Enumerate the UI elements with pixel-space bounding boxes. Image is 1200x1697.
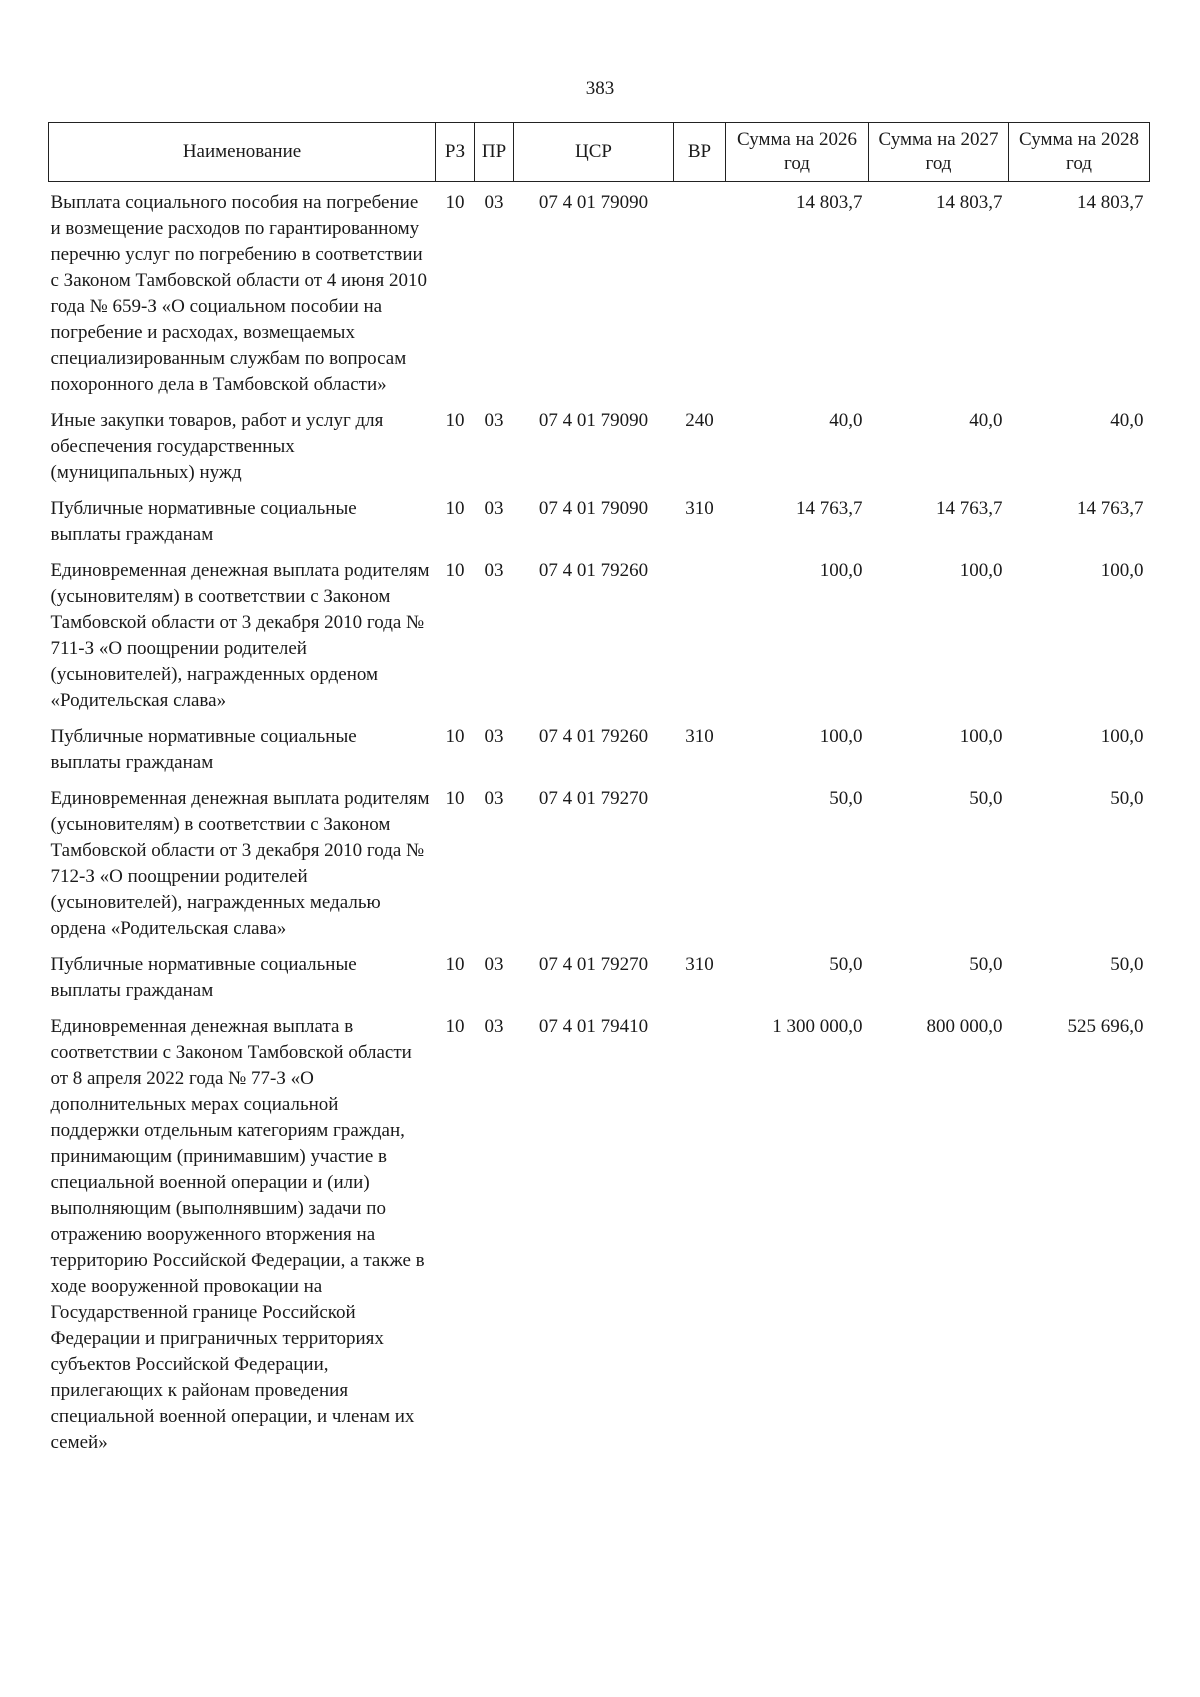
cell-vr: 240	[685, 410, 714, 431]
cell-name: Публичные нормативные социальные выплаты гражданам	[50, 954, 357, 1001]
table-row	[49, 778, 1150, 944]
header-sum-2027: Сумма на 2027 год	[869, 123, 1009, 182]
cell-rz: 10	[445, 788, 465, 809]
cell-csr: 07 4 01 79270	[538, 788, 649, 809]
cell-sum-2026: 1 300 000,0	[772, 1016, 863, 1037]
cell-sum-2027: 40,0	[969, 410, 1003, 431]
cell-sum-2027: 50,0	[969, 788, 1003, 809]
header-csr: ЦСР	[514, 123, 674, 182]
cell-pr: 03	[484, 192, 504, 213]
cell-name: Выплата социального пособия на погребение и возмещение расходов по гарантированному перечню услуг по погребению в соответствии с Законом Тамбовской области от 4 июня 2010 года № 659-З «О социальном пособии на погребение и расходах, возмещаемых специализированным службам по вопросам похоронного дела в Тамбовской области»	[50, 192, 428, 395]
cell-sum-2028: 40,0	[1110, 410, 1144, 431]
cell-sum-2026: 14 763,7	[796, 498, 863, 519]
table-row	[49, 182, 1150, 401]
table-body	[49, 182, 1150, 1459]
cell-sum-2027: 14 763,7	[936, 498, 1003, 519]
cell-vr	[674, 550, 726, 716]
cell-sum-2026: 50,0	[829, 954, 863, 975]
cell-sum-2028: 50,0	[1110, 954, 1144, 975]
header-pr: ПР	[475, 123, 514, 182]
budget-table	[48, 122, 1150, 1458]
header-sum-2026: Сумма на 2026 год	[726, 123, 869, 182]
cell-vr: 310	[685, 498, 714, 519]
cell-pr: 03	[484, 954, 504, 975]
cell-sum-2027: 100,0	[959, 726, 1003, 747]
cell-vr	[674, 778, 726, 944]
cell-pr: 03	[484, 410, 504, 431]
cell-sum-2028: 14 803,7	[1077, 192, 1144, 213]
table-row	[49, 550, 1150, 716]
header-vr: ВР	[674, 123, 726, 182]
cell-rz: 10	[445, 410, 465, 431]
cell-sum-2026: 100,0	[819, 726, 863, 747]
cell-name: Единовременная денежная выплата родителям (усыновителям) в соответствии с Законом Тамбовской области от 3 декабря 2010 года № 712-З «О поощрении родителей (усыновителей), награжденных медалью ордена «Родительская слава»	[50, 788, 430, 939]
cell-csr: 07 4 01 79260	[538, 726, 649, 747]
cell-sum-2028: 100,0	[1100, 560, 1144, 581]
cell-sum-2026: 40,0	[829, 410, 863, 431]
cell-sum-2027: 14 803,7	[936, 192, 1003, 213]
cell-name: Иные закупки товаров, работ и услуг для обеспечения государственных (муниципальных) нужд	[50, 410, 384, 483]
cell-vr: 310	[685, 954, 714, 975]
cell-name: Публичные нормативные социальные выплаты гражданам	[50, 726, 357, 773]
cell-rz: 10	[445, 498, 465, 519]
header-rz: РЗ	[436, 123, 475, 182]
table-header	[49, 123, 1150, 182]
cell-csr: 07 4 01 79090	[538, 192, 649, 213]
cell-csr: 07 4 01 79260	[538, 560, 649, 581]
cell-pr: 03	[484, 560, 504, 581]
cell-rz: 10	[445, 560, 465, 581]
table-row	[49, 400, 1150, 488]
cell-csr: 07 4 01 79090	[538, 498, 649, 519]
cell-rz: 10	[445, 726, 465, 747]
table-row	[49, 1006, 1150, 1458]
cell-rz: 10	[445, 192, 465, 213]
cell-name: Единовременная денежная выплата родителям (усыновителям) в соответствии с Законом Тамбовской области от 3 декабря 2010 года № 711-З «О поощрении родителей (усыновителей), награжденных орденом «Родительская слава»	[50, 560, 430, 711]
cell-csr: 07 4 01 79090	[538, 410, 649, 431]
cell-sum-2028: 50,0	[1110, 788, 1144, 809]
table-row	[49, 716, 1150, 778]
cell-pr: 03	[484, 1016, 504, 1037]
cell-sum-2027: 50,0	[969, 954, 1003, 975]
table-row	[49, 488, 1150, 550]
page-number: 383	[585, 78, 615, 99]
cell-sum-2026: 100,0	[819, 560, 863, 581]
header-name: Наименование	[49, 123, 436, 182]
header-sum-2028: Сумма на 2028 год	[1009, 123, 1150, 182]
cell-name: Единовременная денежная выплата в соответствии с Законом Тамбовской области от 8 апреля 2022 года № 77-З «О дополнительных мерах социальной поддержки отдельным категориям граждан, принимающим (принимавшим) участие в специальной военной операции и (или) выполняющим (выполнявшим) задачи по отражению вооруженного вторжения на территорию Российской Федерации, а также в ходе вооруженной провокации на Государственной границе Российской Федерации и приграничных территориях субъектов Российской Федерации, прилегающих к районам проведения специальной военной операции, и членам их семей»	[50, 1016, 425, 1453]
cell-sum-2026: 50,0	[829, 788, 863, 809]
cell-sum-2027: 800 000,0	[926, 1016, 1003, 1037]
cell-csr: 07 4 01 79270	[538, 954, 649, 975]
cell-rz: 10	[445, 954, 465, 975]
cell-sum-2028: 525 696,0	[1067, 1016, 1144, 1037]
cell-name: Публичные нормативные социальные выплаты гражданам	[50, 498, 357, 545]
cell-vr	[674, 1006, 726, 1458]
cell-sum-2026: 14 803,7	[796, 192, 863, 213]
cell-sum-2028: 100,0	[1100, 726, 1144, 747]
table-row	[49, 944, 1150, 1006]
cell-sum-2027: 100,0	[959, 560, 1003, 581]
cell-csr: 07 4 01 79410	[538, 1016, 649, 1037]
cell-rz: 10	[445, 1016, 465, 1037]
cell-sum-2028: 14 763,7	[1077, 498, 1144, 519]
cell-vr: 310	[685, 726, 714, 747]
cell-vr	[674, 182, 726, 401]
cell-pr: 03	[484, 726, 504, 747]
cell-pr: 03	[484, 498, 504, 519]
cell-pr: 03	[484, 788, 504, 809]
